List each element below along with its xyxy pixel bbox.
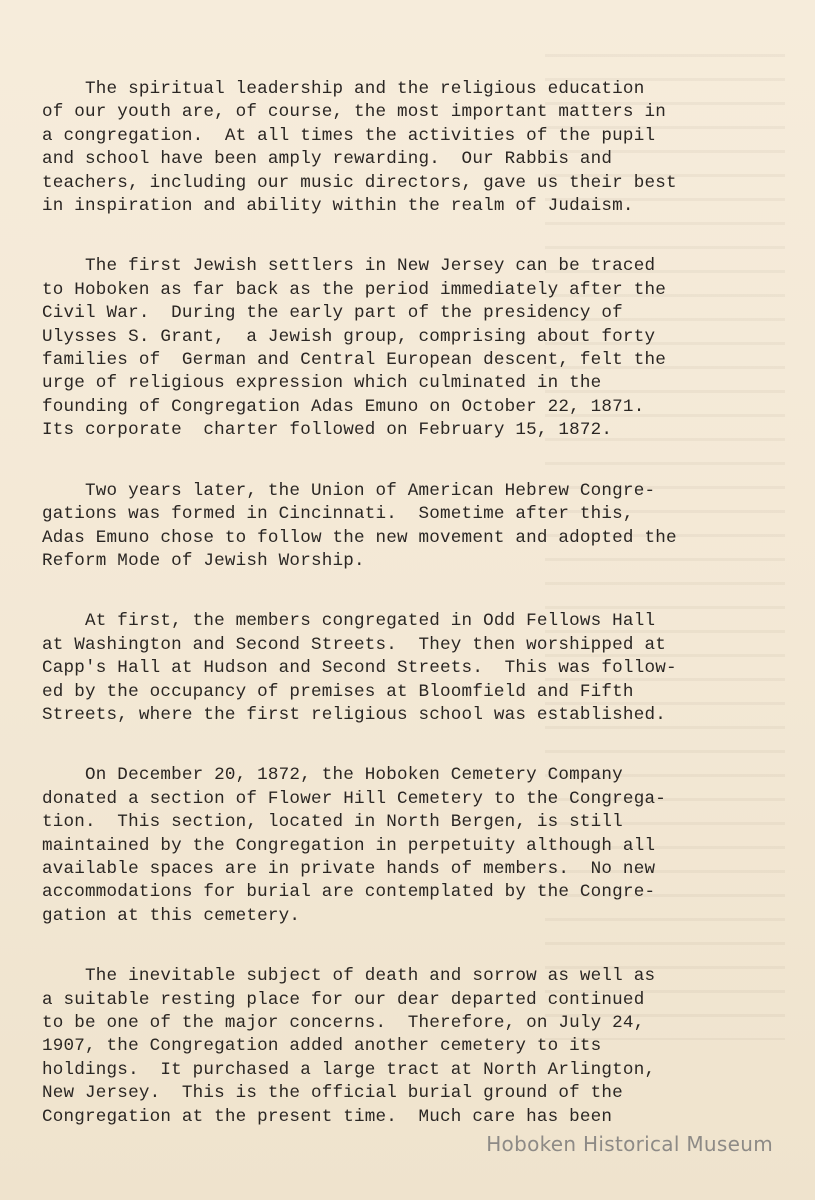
text-line: Civil War. During the early part of the presidency of [42, 303, 623, 324]
text-line: Reform Mode of Jewish Worship. [42, 550, 365, 571]
text-line: founding of Congregation Adas Emuno on October 22, 1871. [42, 396, 645, 417]
text-line: gations was formed in Cincinnati. Sometime after this, [42, 504, 634, 525]
text-line: a congregation. At all times the activities of the pupil [42, 125, 656, 146]
text-line: Its corporate charter followed on February 15, 1872. [42, 420, 613, 441]
typed-text-body [42, 78, 752, 1166]
text-line: The first Jewish settlers in New Jersey can be traced [42, 256, 656, 277]
text-line: teachers, including our music directors, gave us their best [42, 172, 677, 193]
paragraph-flower-hill-cemetery [42, 764, 752, 928]
text-line: gation at this cemetery. [42, 905, 301, 926]
text-line: 1907, the Congregation added another cemetery to its [42, 1036, 602, 1057]
text-line: Two years later, the Union of American Hebrew Congre- [42, 480, 656, 501]
text-line: At first, the members congregated in Odd Fellows Hall [42, 611, 656, 632]
text-line: Ulysses S. Grant, a Jewish group, comprising about forty [42, 326, 656, 347]
text-line: accommodations for burial are contemplated by the Congre- [42, 882, 656, 903]
text-line: ed by the occupancy of premises at Bloomfield and Fifth [42, 681, 634, 702]
paragraph-meeting-places [42, 610, 752, 727]
paragraph-first-settlers [42, 255, 752, 442]
text-line: available spaces are in private hands of members. No new [42, 858, 656, 879]
text-line: maintained by the Congregation in perpetuity although all [42, 835, 656, 856]
museum-watermark: Hoboken Historical Museum [486, 1132, 773, 1156]
text-line: to Hoboken as far back as the period immediately after the [42, 279, 666, 300]
text-line: at Washington and Second Streets. They then worshipped at [42, 634, 666, 655]
paragraph-north-arlington-cemetery [42, 965, 752, 1129]
text-line: to be one of the major concerns. Therefore, on July 24, [42, 1013, 645, 1033]
paragraph-religious-education [42, 78, 752, 218]
text-line: Congregation at the present time. Much care has been [42, 1106, 613, 1127]
text-line: a suitable resting place for our dear departed continued [42, 989, 645, 1010]
text-line: The spiritual leadership and the religious education [42, 79, 645, 99]
text-line: families of German and Central European descent, felt the [42, 350, 666, 371]
text-line: Adas Emuno chose to follow the new movement and adopted the [42, 527, 677, 548]
text-line: and school have been amply rewarding. Our Rabbis and [42, 149, 613, 170]
text-line: Capp's Hall at Hudson and Second Streets. This was follow- [42, 658, 677, 679]
text-line: holdings. It purchased a large tract at North Arlington, [42, 1059, 656, 1080]
text-line: urge of religious expression which culminated in the [42, 373, 602, 394]
text-line: donated a section of Flower Hill Cemetery to the Congrega- [42, 788, 666, 809]
text-line: of our youth are, of course, the most important matters in [42, 102, 666, 123]
paragraph-union-reform [42, 480, 752, 574]
text-line: Streets, where the first religious school was established. [42, 704, 666, 725]
text-line: The inevitable subject of death and sorrow as well as [42, 966, 656, 987]
text-line: in inspiration and ability within the realm of Judaism. [42, 196, 634, 217]
text-line: tion. This section, located in North Bergen, is still [42, 812, 623, 833]
text-line: New Jersey. This is the official burial ground of the [42, 1083, 623, 1104]
text-line: On December 20, 1872, the Hoboken Cemetery Company [42, 765, 623, 786]
